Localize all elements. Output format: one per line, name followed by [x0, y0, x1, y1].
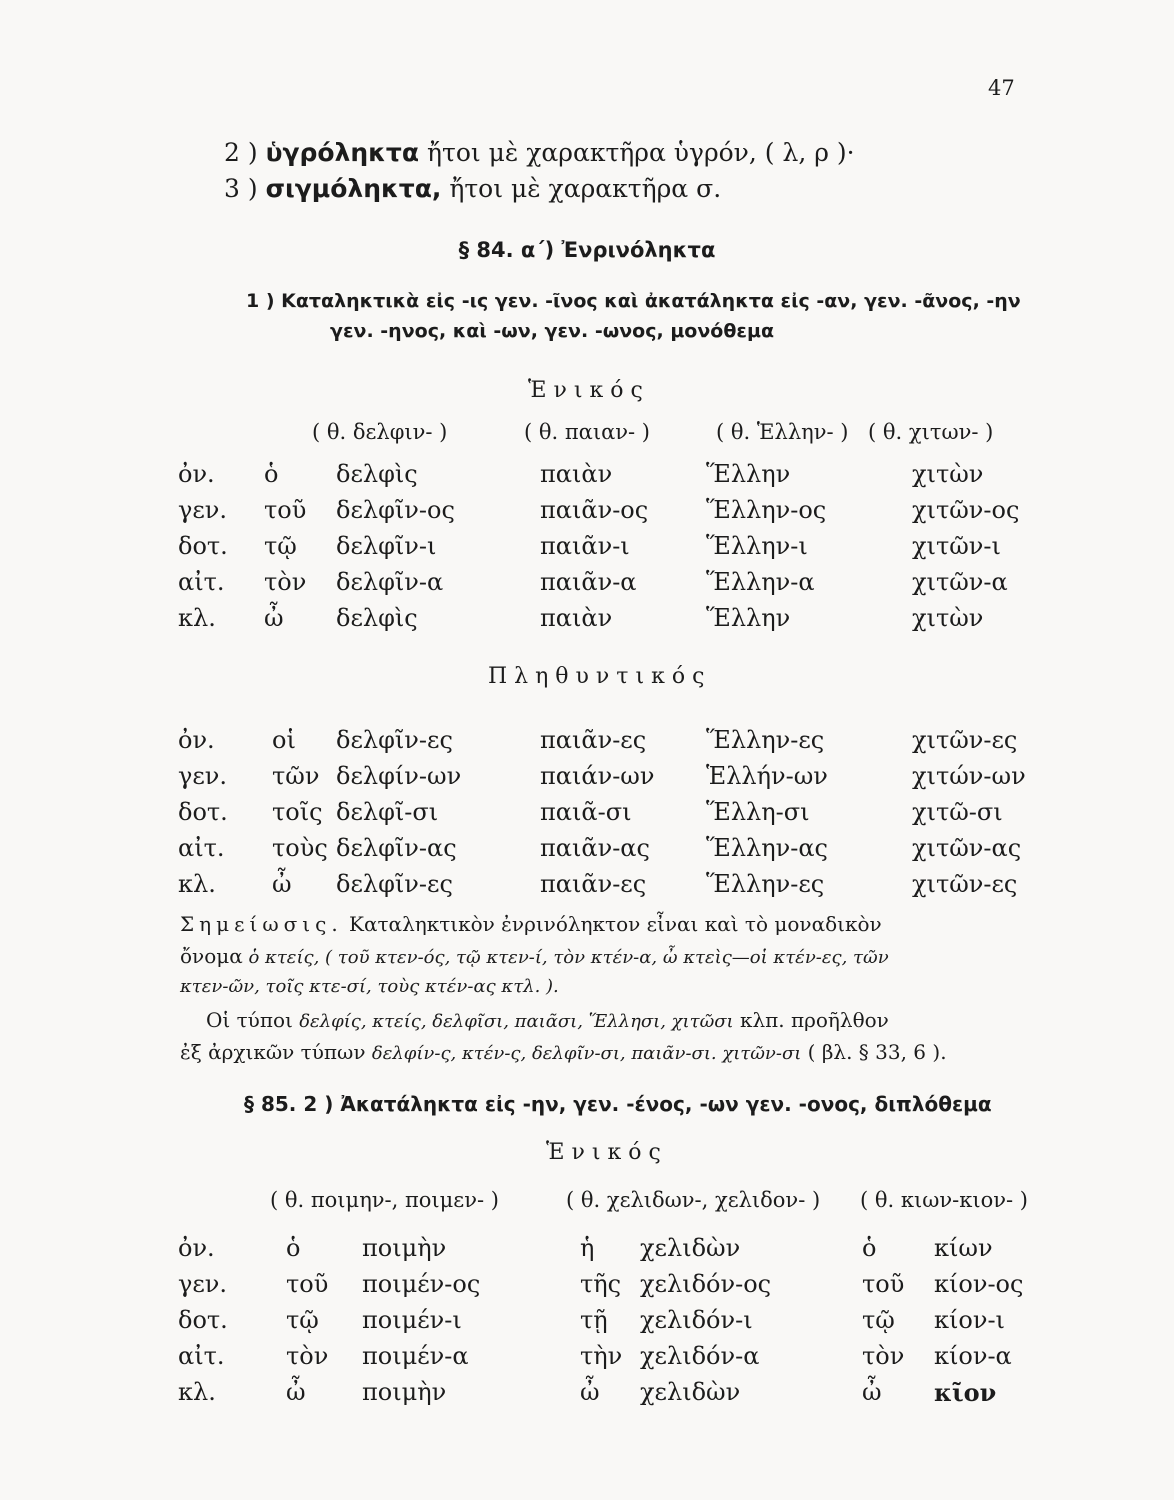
form-paian: παιᾶ-σι	[540, 798, 632, 826]
article-1: τὸν	[286, 1342, 329, 1370]
stem-delfin: ( θ. δελφιν- )	[312, 420, 448, 444]
case-label: γεν.	[178, 1270, 227, 1298]
form-delfin: δελφὶς	[336, 604, 418, 632]
form-chelidon: χελιδόν-α	[640, 1342, 760, 1370]
page-number: 47	[988, 76, 1015, 100]
form-hellen: Ἕλλην-ας	[706, 834, 828, 862]
singular-label-85: Ἑνικός	[546, 1140, 668, 1165]
article-2: τῆς	[580, 1270, 622, 1298]
case-label: δοτ.	[178, 1306, 228, 1334]
table-row	[0, 834, 1174, 866]
article-1: τῷ	[286, 1306, 319, 1334]
form-delfin: δελφῖν-ες	[336, 726, 453, 754]
article: ὦ	[272, 870, 292, 898]
case-label: γεν.	[178, 496, 227, 524]
form-chiton: χιτῶν-ες	[912, 870, 1018, 898]
table-row	[0, 460, 1174, 492]
intro-line-3-rest: ἤτοι μὲ χαρακτῆρα σ.	[441, 174, 722, 203]
form-paian: παιάν-ων	[540, 762, 655, 790]
note-p2-l2-end: ( βλ. § 33, 6 ).	[801, 1040, 947, 1064]
article: ὁ	[264, 460, 279, 488]
note-p2-l1-start: Οἱ τύποι	[206, 1008, 300, 1032]
table-row	[0, 762, 1174, 794]
article: τοὺς	[272, 834, 328, 862]
form-hellen: Ἕλλην	[706, 460, 791, 488]
form-hellen: Ἕλλην-ες	[706, 726, 825, 754]
article-3: τὸν	[862, 1342, 905, 1370]
article-3: ὁ	[862, 1234, 877, 1262]
section-84-subheading-2: γεν. -ηνος, καὶ -ων, γεν. -ωνος, μονόθεμα	[330, 320, 775, 342]
table-row	[0, 1270, 1174, 1302]
table-row	[0, 1306, 1174, 1338]
note-line-2-italic: ὁ κτείς, ( τοῦ κτεν-ός, τῷ κτεν-ί, τὸν κτέν-α, ὦ κτεὶς—οἱ κτέν-ες, τῶν	[242, 947, 889, 968]
form-delfin: δελφῖν-α	[336, 568, 444, 596]
form-kion: κῖον	[934, 1378, 997, 1407]
form-delfin: δελφῖν-ι	[336, 532, 437, 560]
form-chelidon: χελιδόν-ος	[640, 1270, 772, 1298]
form-paian: παιὰν	[540, 604, 613, 632]
form-chiton: χιτῶ-σι	[912, 798, 1003, 826]
table-row	[0, 496, 1174, 528]
form-paian: παιᾶν-ας	[540, 834, 650, 862]
table-row	[0, 1234, 1174, 1266]
case-label: κλ.	[178, 870, 216, 898]
form-delfin: δελφὶς	[336, 460, 418, 488]
article-1: τοῦ	[286, 1270, 329, 1298]
intro-line-2-term: ὑγρόληκτα	[265, 138, 420, 167]
case-label: αἰτ.	[178, 1342, 225, 1370]
note-line-2-start: ὄνομα	[180, 944, 243, 968]
form-hellen: Ἕλλην-α	[706, 568, 815, 596]
section-85-heading: § 85. 2 ) Ἀκατάληκτα εἰς -ην, γεν. -ένος, -ων γεν. -ονος, διπλόθεμα	[244, 1092, 992, 1116]
intro-line-3	[224, 174, 721, 203]
form-delfin: δελφίν-ων	[336, 762, 462, 790]
note-p2-l2-italic: δελφίν-ς, κτέν-ς, δελφῖν-σι, παιᾶν-σι. χιτῶν-σι	[371, 1043, 802, 1064]
form-chiton: χιτῶν-α	[912, 568, 1008, 596]
note-p2-l2-start: ἐξ ἀρχικῶν τύπων	[180, 1040, 372, 1064]
form-chiton: χιτὼν	[912, 604, 984, 632]
form-paian: παιᾶν-ες	[540, 726, 647, 754]
form-poimen: ποιμέν-ι	[362, 1306, 462, 1334]
form-poimen: ποιμέν-ος	[362, 1270, 481, 1298]
singular-label-84: Ἑνικός	[528, 378, 650, 403]
note-label: Σημείωσις.	[180, 912, 343, 936]
article: τοῦ	[264, 496, 307, 524]
case-label: δοτ.	[178, 532, 228, 560]
form-delfin: δελφῖ-σι	[336, 798, 439, 826]
stem-paian: ( θ. παιαν- )	[524, 420, 650, 444]
form-hellen: Ἕλλη-σι	[706, 798, 810, 826]
case-label: ὀν.	[178, 460, 215, 488]
form-hellen: Ἕλλην-ος	[706, 496, 827, 524]
case-label: κλ.	[178, 1378, 216, 1406]
article-3: τοῦ	[862, 1270, 905, 1298]
case-label: αἰτ.	[178, 568, 225, 596]
plural-label-84: Πληθυντικός	[488, 664, 712, 689]
intro-line-3-prefix: 3 )	[224, 174, 266, 203]
article: ὦ	[264, 604, 284, 632]
article: τῶν	[272, 762, 320, 790]
form-poimen: ποιμὴν	[362, 1234, 447, 1262]
form-paian: παιᾶν-ι	[540, 532, 630, 560]
section-84-subheading-1: 1 ) Καταληκτικὰ εἰς -ις γεν. -ῖνος καὶ ἀκατάληκτα εἰς -αν, γεν. -ᾶνος, -ην	[246, 290, 1021, 312]
article: τὸν	[264, 568, 307, 596]
stem-hellen: ( θ. Ἑλλην- )	[716, 420, 849, 444]
form-delfin: δελφῖν-ες	[336, 870, 453, 898]
table-row	[0, 1342, 1174, 1374]
note-p2-l1-end: κλπ. προῆλθον	[733, 1008, 889, 1032]
case-label: δοτ.	[178, 798, 228, 826]
table-row	[0, 568, 1174, 600]
article: τοῖς	[272, 798, 323, 826]
table-row	[0, 1378, 1174, 1410]
stem-chiton: ( θ. χιτων- )	[868, 420, 994, 444]
intro-line-2-rest: ἤτοι μὲ χαρακτῆρα ὑγρόν, ( λ, ρ )·	[419, 138, 855, 167]
note-p2-line-2	[180, 1040, 947, 1064]
form-paian: παιᾶν-ες	[540, 870, 647, 898]
table-row	[0, 798, 1174, 830]
stem-chelidon: ( θ. χελιδων-, χελιδον- )	[566, 1188, 821, 1212]
form-delfin: δελφῖν-ας	[336, 834, 457, 862]
table-row	[0, 604, 1174, 636]
form-kion: κίων	[934, 1234, 993, 1262]
table-row	[0, 532, 1174, 564]
intro-line-3-term: σιγμόληκτα,	[265, 174, 442, 203]
case-label: αἰτ.	[178, 834, 225, 862]
form-hellen: Ἕλλην-ες	[706, 870, 825, 898]
article: οἱ	[272, 726, 296, 754]
note-line-2	[180, 944, 889, 968]
form-chelidon: χελιδὼν	[640, 1378, 741, 1406]
form-paian: παιὰν	[540, 460, 613, 488]
form-paian: παιᾶν-ος	[540, 496, 649, 524]
note-line-1-text: Καταληκτικὸν ἐνρινόληκτον εἶναι καὶ τὸ μοναδικὸν	[342, 912, 882, 936]
table-row	[0, 726, 1174, 758]
form-poimen: ποιμέν-α	[362, 1342, 469, 1370]
article-2: τῇ	[580, 1306, 608, 1334]
article-2: τὴν	[580, 1342, 623, 1370]
form-chiton: χιτών-ων	[912, 762, 1026, 790]
form-chiton: χιτῶν-ες	[912, 726, 1018, 754]
table-row	[0, 870, 1174, 902]
article-3: ὦ	[862, 1378, 882, 1406]
form-chiton: χιτῶν-ας	[912, 834, 1022, 862]
form-chiton: χιτῶν-ος	[912, 496, 1020, 524]
case-label: ὀν.	[178, 726, 215, 754]
article-3: τῷ	[862, 1306, 895, 1334]
case-label: ὀν.	[178, 1234, 215, 1262]
form-delfin: δελφῖν-ος	[336, 496, 455, 524]
form-hellen: Ἕλλην	[706, 604, 791, 632]
section-84-heading: § 84. α΄) Ἐνρινόληκτα	[458, 238, 716, 262]
form-paian: παιᾶν-α	[540, 568, 637, 596]
intro-line-2	[224, 138, 855, 167]
form-kion: κίον-ι	[934, 1306, 1005, 1334]
form-poimen: ποιμὴν	[362, 1378, 447, 1406]
article-2: ἡ	[580, 1234, 595, 1262]
note-line-1	[180, 912, 882, 936]
form-chelidon: χελιδὼν	[640, 1234, 741, 1262]
note-line-3: κτεν-ῶν, τοῖς κτε-σί, τοὺς κτέν-ας κτλ. ).	[180, 976, 559, 997]
article-1: ὦ	[286, 1378, 306, 1406]
stem-poimen: ( θ. ποιμην-, ποιμεν- )	[270, 1188, 499, 1212]
form-kion: κίον-α	[934, 1342, 1012, 1370]
stem-kion: ( θ. κιων-κιον- )	[860, 1188, 1028, 1212]
note-p2-l1-italic: δελφίς, κτείς, δελφῖσι, παιᾶσι, Ἕλλησι, χιτῶσι	[299, 1011, 734, 1032]
case-label: γεν.	[178, 762, 227, 790]
form-hellen: Ἕλλην-ι	[706, 532, 808, 560]
case-label: κλ.	[178, 604, 216, 632]
article-1: ὁ	[286, 1234, 301, 1262]
intro-line-2-prefix: 2 )	[224, 138, 266, 167]
article-2: ὦ	[580, 1378, 600, 1406]
note-p2-line-1	[206, 1008, 889, 1032]
form-chiton: χιτῶν-ι	[912, 532, 1001, 560]
article: τῷ	[264, 532, 297, 560]
form-chiton: χιτὼν	[912, 460, 984, 488]
form-chelidon: χελιδόν-ι	[640, 1306, 753, 1334]
form-kion: κίον-ος	[934, 1270, 1024, 1298]
form-hellen: Ἑλλήν-ων	[706, 762, 828, 790]
